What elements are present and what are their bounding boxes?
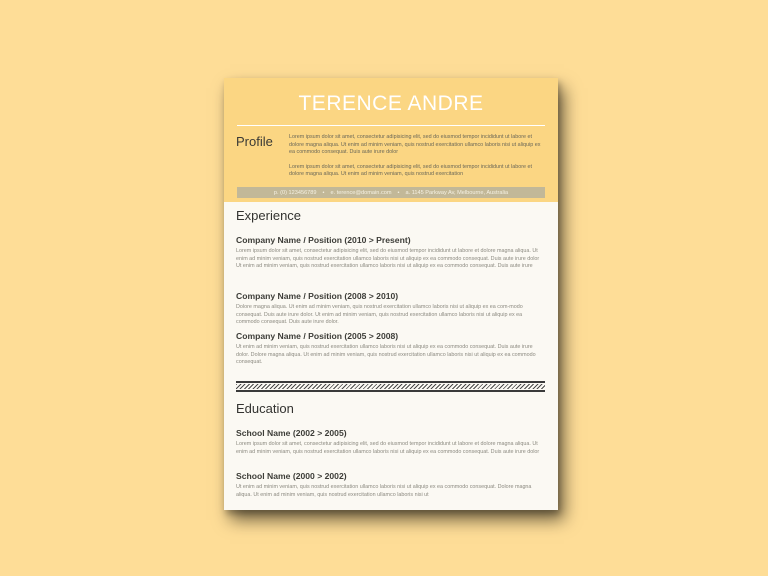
name-divider [237, 125, 545, 126]
contact-bar [237, 187, 545, 198]
contact-separator: • [397, 189, 400, 196]
profile-heading: Profile [236, 134, 273, 149]
contact-separator: • [322, 189, 325, 196]
experience-entry-title: Company Name / Position (2010 > Present) [236, 235, 411, 245]
education-entry-text: Ut enim ad minim veniam, quis nostrud exercitation ullamco laboris nisi ut aliquip ex ea commodo consequat. Dolore magna aliqua. Ut enim ad minim veniam, quis nostrud exercitation ullamco laboris nisi ut [236, 484, 532, 498]
contact-address: a. 1145 Parkway Av, Melbourne, Australia [405, 189, 509, 196]
experience-entry-text: Dolore magna aliqua. Ut enim ad minim veniam, quis nostrud exercitation ullamco laboris nisi ut aliquip ex ea com-modo consequat. Duis aute irure dolor. Ut enim ad minim veniam, quis nostrud exercitation ullamco laboris nisi ut aliquip ex ea commodo consequat. Duis aute irure dolor. [236, 304, 523, 325]
resume-page [224, 78, 558, 510]
education-entry-text: Lorem ipsum dolor sit amet, consectetur adipisicing elit, sed do eiusmod tempor incididunt ut labore et dolore magna aliqua. Ut enim ad minim veniam, quis nostrud exercitation ullamco laboris nisi ut aliquip ex ea commodo consequat. Duis aute irure dolor [236, 441, 540, 455]
education-heading: Education [236, 401, 294, 416]
contact-phone: p. (0) 123456789 [273, 189, 317, 196]
experience-entry-text: Ut enim ad minim veniam, quis nostrud exercitation ullamco laboris nisi ut aliquip ex ea commodo consequat. Duis aute irure dolor. Dolore magna aliqua. Ut enim ad minim veniam, quis nostrud exercitation ullamco laboris nisi ut aliquip ex ea commodo consequat. [236, 344, 536, 365]
profile-paragraph: Lorem ipsum dolor sit amet, consectetur adipisicing elit, sed do eiusmod tempor incididunt ut labore et dolore magna aliqua. Ut enim ad minim veniam, quis nostrud exercitation ullamco laboris nisi ut aliquip ex ea commodo consequat. Duis aute irure dolor [289, 134, 541, 156]
experience-heading: Experience [236, 208, 302, 223]
experience-entry-title: Company Name / Position (2008 > 2010) [236, 291, 399, 301]
profile-paragraph: Lorem ipsum dolor sit amet, consectetur adipisicing elit, sed do eiusmod tempor incididunt ut labore et dolore magna aliqua. Ut enim ad minim veniam, quis nostrud exercitation [289, 163, 533, 178]
contact-email: e. terence@domain.com [330, 189, 392, 196]
experience-entry-title: Company Name / Position (2005 > 2008) [236, 331, 399, 341]
experience-entry-text: Lorem ipsum dolor sit amet, consectetur adipisicing elit, sed do eiusmod tempor incididunt ut labore et dolore magna aliqua. Ut enim ad minim veniam, quis nostrud exercitation ullamco laboris nisi ut aliquip ex ea commodo consequat. Duis aute irure dolor Ut enim ad minim veniam, quis nostrud exercitation ullamco laboris nisi ut aliquip ex ea commodo consequat. Duis aute irure [236, 248, 540, 269]
education-entry-title: School Name (2002 > 2005) [236, 428, 347, 438]
resume-header [224, 78, 558, 202]
education-entry-title: School Name (2000 > 2002) [236, 471, 347, 481]
candidate-name: TERENCE ANDRE [298, 92, 484, 115]
profile-summary [289, 134, 545, 186]
section-divider [236, 380, 545, 392]
